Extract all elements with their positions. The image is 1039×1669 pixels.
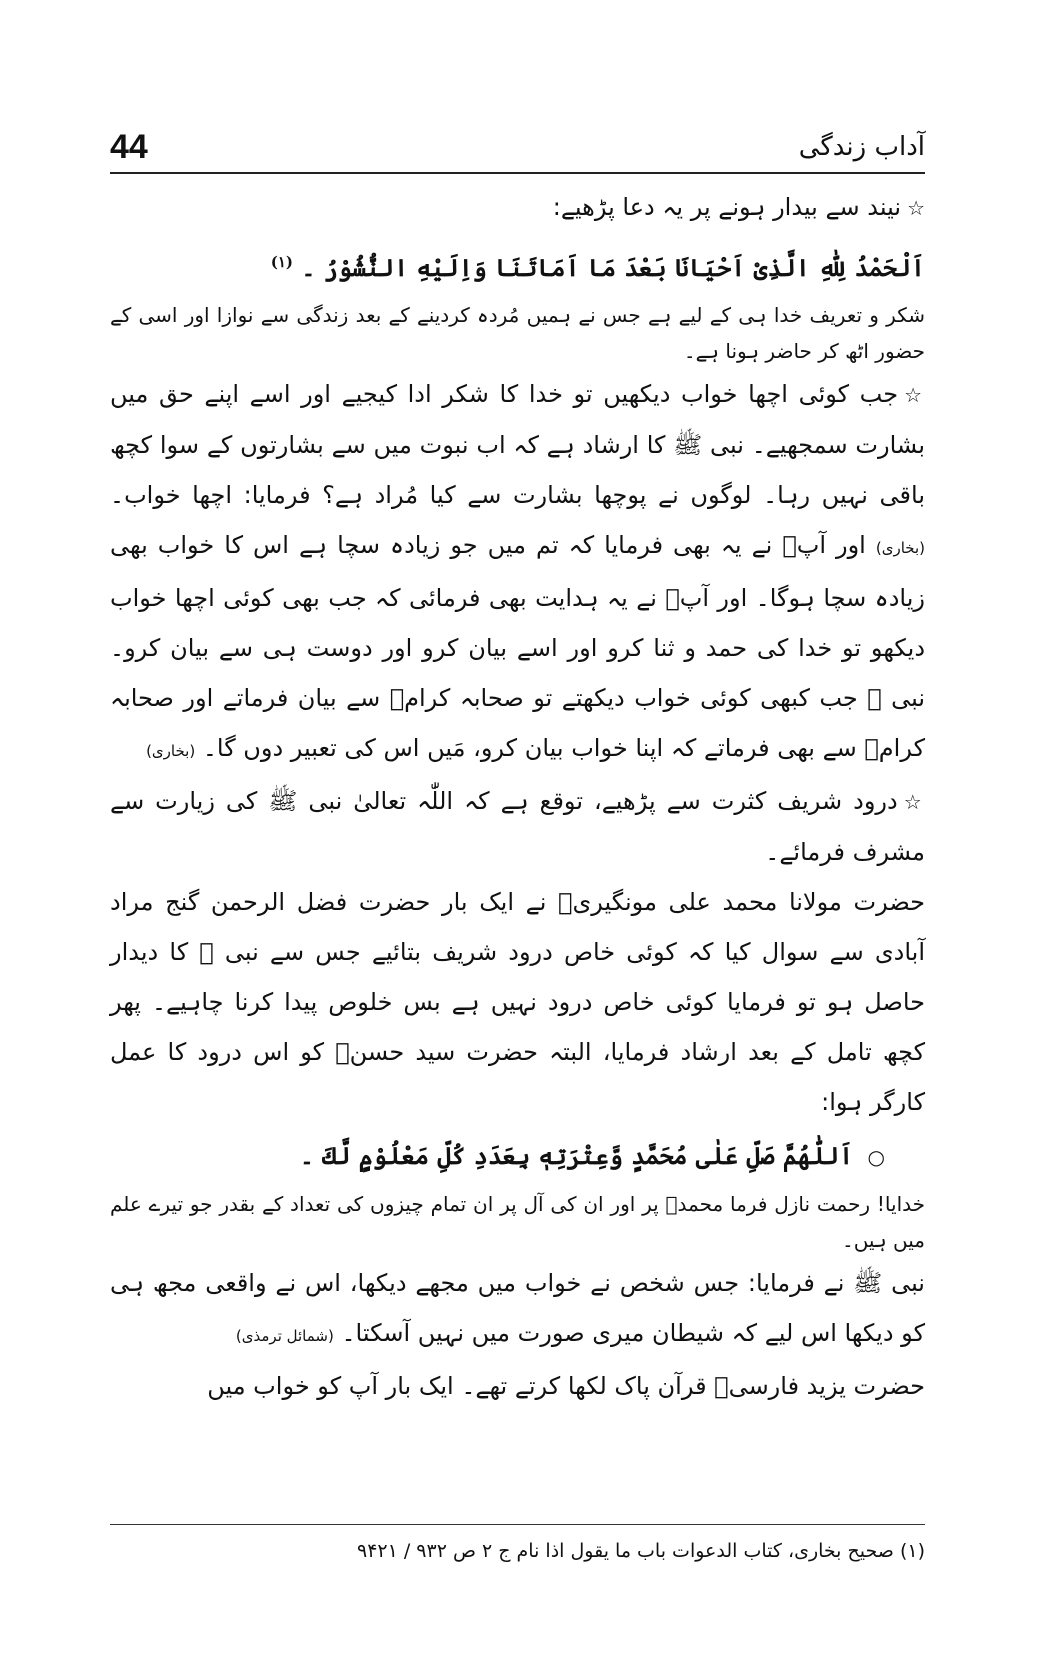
page-header — [110, 128, 925, 168]
paragraph-good-dream: ☆جب کوئی اچھا خواب دیکھیں تو خدا کا شکر ادا کیجیے اور اسے اپنے حق میں بشارت سمجھیے۔ نبی ﷺ کا ارشاد ہے کہ اب نبوت میں سے بشارتوں کے سوا کچھ باقی نہیں رہا۔ لوگوں نے پوچھا بشارت سے کیا مُراد ہے؟ فرمایا: اچھا خواب۔ (بخاری) اور آپؐ نے یہ بھی فرمایا کہ تم میں جو زیادہ سچا ہے اس کا خواب بھی زیادہ سچا ہوگا۔ اور آپؐ نے یہ ہدایت بھی فرمائی کہ جب بھی کوئی اچھا خواب دیکھو تو خدا کی حمد و ثنا کرو اور اسے بیان کرو اور دوست ہی سے بیان کرو۔ نبی ﷺ جب کبھی کوئی خواب دیکھتے تو صحابہ کرامؓ سے بیان فرماتے اور صحابہ کرامؓ سے بھی فرماتے کہ اپنا خواب بیان کرو، مَیں اس کی تعبیر دوں گا۔ (بخاری) — [110, 380, 925, 762]
arabic-dua-waking: اَلْحَمْدُ لِلّٰهِ الَّذِیْ اَحْیَانَا بَعْدَ مَا اَمَاتَنَا وَاِلَیْهِ النُّشُوْرُ ۔ $^{(۱)}$ — [270, 253, 925, 282]
star-bullet-icon: ☆ — [907, 196, 925, 220]
arabic-durood: ○ اَللّٰهُمَّ صَلِّ عَلٰی مُحَمَّدٍ وَّعِتْرَتِهٖ بِعَدَدِ كُلِّ مَعْلُوْمٍ لَّكَ ۔ — [299, 1141, 885, 1170]
running-title: آداب زندگی — [798, 132, 925, 162]
reference-shamail-tirmidhi: (شمائل ترمذی) — [235, 1327, 334, 1345]
footnote: (۱) صحیح بخاری، کتاب الدعوات باب ما یقول اذا نام ج ۲ ص ۹۳۲ / ۹۴۲۱ — [356, 1540, 925, 1562]
paragraph-durood: ☆درود شریف کثرت سے پڑھیے، توقع ہے کہ اللّٰہ تعالیٰ نبی ﷺ کی زیارت سے مشرف فرمائے۔ — [110, 787, 925, 866]
star-bullet-icon: ☆ — [903, 790, 925, 814]
footnote-marker: (۱) — [270, 253, 293, 271]
page-body — [110, 182, 925, 1411]
paragraph-seeing-prophet: نبی ﷺ نے فرمایا: جس شخص نے خواب میں مجھے دیکھا، اس نے واقعی مجھ ہی کو دیکھا اس لیے کہ شیطان میری صورت میں نہیں آسکتا۔ (شمائل ترمذی) — [110, 1269, 925, 1347]
reference-bukhari: (بخاری) — [146, 742, 196, 760]
durood-translation: خدایا! رحمت نازل فرما محمدؐ پر اور ان کی آل پر ان تمام چیزوں کی تعداد کے بقدر جو تیرے علم میں ہیں۔ — [110, 1192, 925, 1252]
reference-bukhari: (بخاری) — [875, 539, 925, 557]
page-number: 44 — [110, 128, 148, 166]
paragraph-waking: ☆نیند سے بیدار ہونے پر یہ دعا پڑھیے: — [552, 193, 925, 221]
dua-translation-waking: شکر و تعریف خدا ہی کے لیے ہے جس نے ہمیں مُردہ کردینے کے بعد زندگی سے نوازا اور اسی کے حضور اٹھ کر حاضر ہونا ہے۔ — [110, 303, 925, 363]
footnote-divider — [110, 1524, 925, 1525]
paragraph-yazid-farsi: حضرت یزید فارسیؒ قرآن پاک لکھا کرتے تھے۔ ایک بار آپ کو خواب میں — [207, 1372, 925, 1400]
star-bullet-icon: ☆ — [904, 383, 925, 407]
paragraph-mongiri: حضرت مولانا محمد علی مونگیریؒ نے ایک بار حضرت فضل الرحمن گنج مراد آبادی سے سوال کیا کہ کوئی خاص درود شریف بتائیے جس سے نبی ﷺ کا دیدار حاصل ہو تو فرمایا کوئی خاص درود نہیں ہے بس خلوص پیدا کرنا چاہیے۔ پھر کچھ تامل کے بعد ارشاد فرمایا، البتہ حضرت سید حسنؒ کو اس درود کا عمل کارگر ہوا: — [110, 888, 925, 1116]
circle-bullet-icon: ○ — [867, 1145, 885, 1169]
header-divider — [110, 172, 925, 174]
